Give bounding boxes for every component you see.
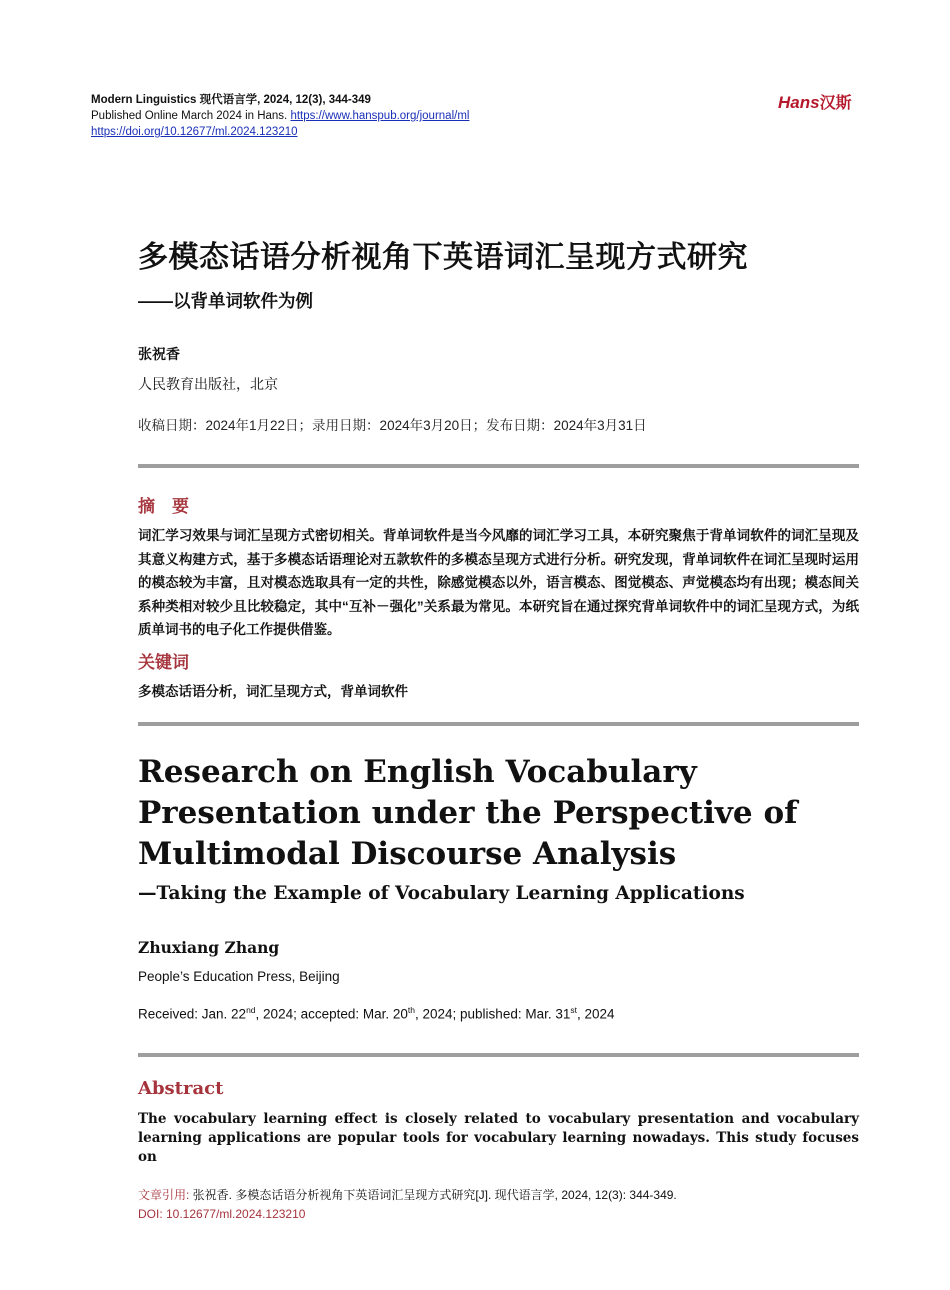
cn-abstract-heading: 摘 要	[138, 497, 189, 516]
journal-name: Modern Linguistics	[91, 94, 197, 106]
divider-rule	[138, 1053, 859, 1057]
cn-affiliation: 人民教育出版社，北京	[138, 377, 278, 393]
en-title: Research on English Vocabulary Presentation under the Perspective of Multimodal Discourse Analysis	[138, 754, 798, 872]
accepted-date: , 2024; accepted: Mar. 20	[255, 1006, 408, 1022]
logo-text-cn: 汉斯	[819, 95, 852, 112]
en-affiliation: People’s Education Press, Beijing	[138, 969, 340, 984]
en-subtitle: —Taking the Example of Vocabulary Learning Applications	[138, 883, 745, 904]
citation-label: 文章引用:	[138, 1188, 190, 1202]
published-note: Published Online March 2024 in Hans.	[91, 110, 288, 122]
divider-rule	[138, 722, 859, 726]
published-date: , 2024; published: Mar. 31	[415, 1006, 571, 1022]
citation-text: 张祝香. 多模态话语分析视角下英语词汇呈现方式研究[J]. 现代语言学, 2024, 12(3): 344-349.	[189, 1188, 677, 1202]
divider-rule	[138, 464, 859, 468]
cn-keywords-heading: 关键词	[138, 653, 189, 672]
citation-footer	[138, 1186, 677, 1224]
received-ordinal: nd	[246, 1005, 256, 1015]
cn-abstract: 词汇学习效果与词汇呈现方式密切相关。背单词软件是当今风靡的词汇学习工具，本研究聚焦于背单词软件的词汇呈现及其意义构建方式，基于多模态话语理论对五款软件的多模态呈现方式进行分析。研究发现，背单词软件在词汇呈现时运用的模态较为丰富，且对模态选取具有一定的共性，除感觉模态以外，语言模态、图觉模态、声觉模态均有出现；模态间关系种类相对较少且比较稳定，其中“互补－强化”关系最为常见。本研究旨在通过探究背单词软件中的词汇呈现方式，为纸质单词书的电子化工作提供借鉴。	[138, 528, 859, 637]
en-abstract: The vocabulary learning effect is closely related to vocabulary presentation and vocabulary learning applications are popular tools for vocabulary learning nowadays. This study focuses on	[138, 1111, 859, 1165]
cn-author: 张祝香	[138, 346, 180, 362]
published-ordinal: st	[570, 1005, 577, 1015]
dates-year: , 2024	[576, 1006, 615, 1022]
cn-keywords: 多模态话语分析，词汇呈现方式，背单词软件	[138, 684, 408, 699]
journal-issue: 现代语言学, 2024, 12(3), 344-349	[199, 94, 371, 106]
cn-subtitle: ——以背单词软件为例	[138, 291, 313, 311]
logo-text-en: Hans	[778, 93, 820, 112]
hans-logo	[778, 90, 852, 113]
en-abstract-heading: Abstract	[138, 1078, 224, 1099]
received-date: Received: Jan. 22	[138, 1006, 247, 1022]
cn-dates: 收稿日期：2024年1月22日；录用日期：2024年3月20日；发布日期：2024年3月31日	[138, 418, 647, 433]
footer-doi: DOI: 10.12677/ml.2024.123210	[138, 1207, 306, 1221]
doi-link[interactable]: https://doi.org/10.12677/ml.2024.123210	[91, 126, 298, 138]
en-dates	[138, 1005, 615, 1022]
journal-link[interactable]: https://www.hanspub.org/journal/ml	[290, 110, 470, 122]
accepted-ordinal: th	[407, 1005, 415, 1015]
en-author: Zhuxiang Zhang	[138, 938, 280, 957]
cn-title: 多模态话语分析视角下英语词汇呈现方式研究	[138, 241, 748, 274]
journal-header	[91, 92, 591, 140]
